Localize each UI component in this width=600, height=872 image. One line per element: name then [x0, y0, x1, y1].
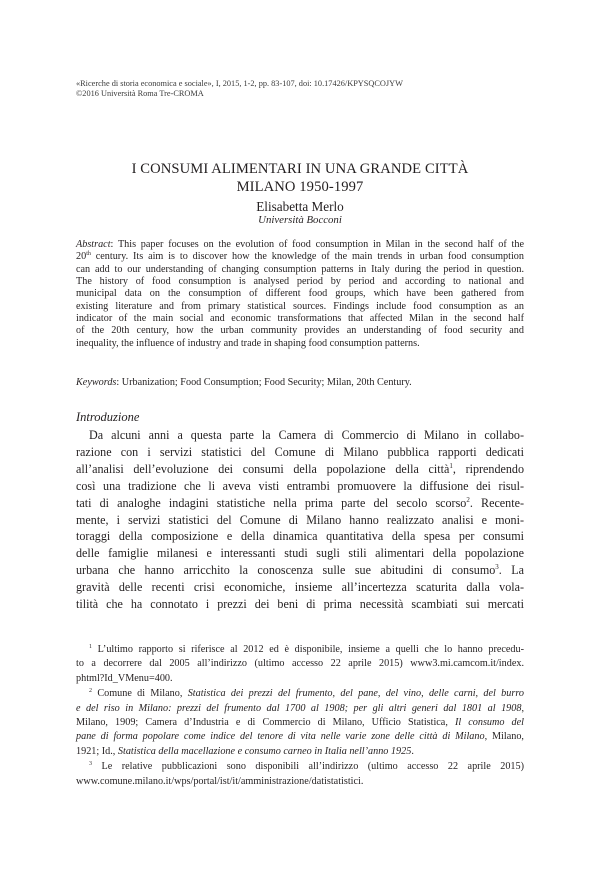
footnote-line: www.comune.milano.it/wps/portal/ist/it/amministrazione/datistatistici. — [76, 775, 364, 787]
abstract-label: Abstract — [76, 239, 111, 250]
body-line: tilità che ha connotato i prezzi dei beni di prima necessità scambiati sui mercati — [76, 597, 524, 612]
author-name: Elisabetta Merlo — [256, 199, 344, 214]
abstract-line: 20th century. Its aim is to discover how the knowledge of the main trends in urban food consumption — [76, 251, 524, 263]
footnote-line: e del riso in Milano: prezzi del frumento dal 1700 al 1908; per gli altri generi dal 1801 al 1908, — [76, 702, 524, 714]
footnote-number: 3 — [89, 761, 92, 768]
keywords-label: Keywords — [76, 377, 117, 388]
footnote-1 — [76, 643, 524, 686]
footnote-ref[interactable]: 1 — [449, 461, 453, 470]
footnote-number: 2 — [89, 688, 92, 695]
body-line: delle famiglie milanesi e interessanti studi sugli stili alimentari della popolazione — [76, 546, 524, 561]
footnote-line: $^1$ L’ultimo rapporto si riferisce al 2012 ed è disponibile, insieme a quelli che lo hanno precedu- — [89, 644, 524, 655]
body-line: così una tradizione che li aveva visti entrambi promuovere la diffusione dei risul- — [76, 478, 524, 493]
footnotes — [76, 643, 524, 790]
footnote-3 — [76, 760, 524, 789]
footnote-line: to a decorrere dal 2005 all’indirizzo (ultimo accesso 22 aprile 2015) www3.mi.camcom.it/index. — [76, 658, 524, 670]
footnote-line: 1921; Id., Statistica della macellazione e consumo carneo in Italia nell’anno 1925. — [76, 745, 414, 757]
abstract-line: The history of food consumption is analysed period by period and according to national and — [76, 276, 524, 288]
footnote-number: 1 — [89, 644, 92, 650]
body-line: all’analisi dell’evoluzione dei consumi della popolazione della città$^1$, riprendendo — [76, 461, 524, 476]
footnote-line: phtml?Id_VMenu=400. — [76, 672, 173, 684]
abstract-line: Abstract: This paper focuses on the evolution of food consumption in Milan in the second half of the — [76, 239, 524, 250]
author-affiliation: Università Bocconi — [258, 214, 342, 226]
body-text — [76, 427, 524, 613]
body-line: gravità delle recenti crisi economiche, insieme all’incertezza scaturita dalla vola- — [76, 580, 524, 595]
abstract-line: existing literature and from primary statistical sources. Findings include food consumption as an — [76, 300, 524, 312]
title-block — [60, 161, 540, 226]
footnote-ref[interactable]: 3 — [495, 563, 499, 572]
footnote-line: $^3$ Le relative pubblicazioni sono disponibili all’indirizzo (ultimo accesso 22 aprile 2015) — [89, 761, 524, 773]
copyright-line: ©2016 Università Roma Tre-CROMA — [76, 89, 204, 99]
body-line: razione con i servizi statistici del Comune di Milano pubblica rapporti dedicati — [76, 444, 524, 459]
abstract — [76, 239, 524, 350]
footnote-2 — [76, 687, 524, 759]
article-title-line-2: MILANO 1950-1997 — [236, 178, 364, 195]
footnote-line: $^2$ Comune di Milano, Statistica dei prezzi del frumento, del pane, del vino, delle carni, del burro — [89, 688, 525, 700]
body-line: urbana che hanno arricchito la conoscenza sulle sue abitudini di consumo$^3$. La — [76, 563, 524, 578]
section-heading: Introduzione — [76, 410, 140, 424]
running-header — [76, 79, 536, 99]
footnote-line: pane di forma popolare come indice del tenore di vita nelle varie zone delle città di Milano, Milano, — [76, 731, 524, 743]
abstract-line: can add to our understanding of changing consumption patterns in Italy during the period in question. — [76, 263, 524, 275]
keywords-text: : Urbanization; Food Consumption; Food Security; Milan, 20th Century. — [116, 377, 412, 388]
abstract-line: of the 20th century, how the urban community provides an understanding of food security and — [76, 325, 524, 337]
footnote-line: Milano, 1909; Camera d’Industria e di Commercio di Milano, Ufficio Statistica, Il consumo del — [76, 717, 524, 729]
abstract-line: indicator of the main social and economic transformations that affected Milan in the second half — [76, 313, 524, 325]
abstract-line: municipal data on the consumption of different food groups, which have been gathered from — [76, 288, 524, 300]
body-line: tati di analoghe indagini statistiche nella prima parte del secolo scorso$^2$. Recente- — [76, 495, 524, 510]
article-title-line-1: I CONSUMI ALIMENTARI IN UNA GRANDE CITTÀ — [131, 161, 469, 177]
footnote-ref[interactable]: 2 — [466, 495, 470, 504]
body-line: toraggi della composizione e della dinamica quantitativa della spesa per consumi — [76, 529, 524, 544]
keywords — [76, 377, 524, 389]
body-line: mente, i servizi statistici del Comune di Milano hanno realizzato analisi e moni- — [76, 512, 524, 527]
body-line: Da alcuni anni a questa parte la Camera di Commercio di Milano in collabo- — [89, 428, 524, 442]
abstract-line: inequality, the influence of industry and trade in shaping food consumption patterns. — [76, 337, 420, 349]
citation-line: «Ricerche di storia economica e sociale», I, 2015, 1-2, pp. 83-107, doi: 10.17426/KPYSQCOJYW — [76, 79, 403, 88]
